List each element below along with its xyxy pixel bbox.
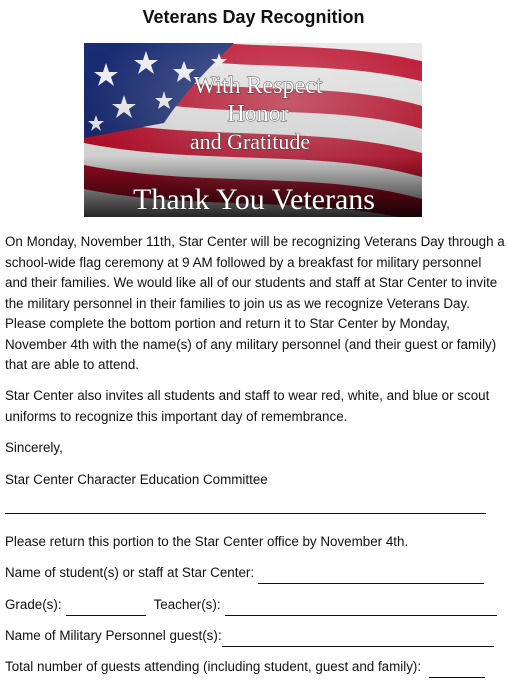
teacher-label: Teacher(s): bbox=[153, 597, 221, 612]
page-title: Veterans Day Recognition bbox=[142, 7, 365, 27]
veterans-banner-image bbox=[84, 43, 422, 217]
closing-text: Sincerely, bbox=[5, 440, 63, 455]
return-instructions: Please return this portion to the Star Center office by November 4th. bbox=[5, 534, 409, 549]
student-name-blank[interactable] bbox=[258, 568, 484, 584]
guest-name-label: Name of Military Personnel guest(s): bbox=[5, 628, 222, 643]
grade-label: Grade(s): bbox=[5, 597, 62, 612]
banner-line-4: Thank You Veterans bbox=[133, 183, 375, 216]
guest-name-blank[interactable] bbox=[222, 631, 494, 647]
guest-count-row bbox=[5, 657, 505, 678]
cut-line-divider bbox=[5, 513, 486, 514]
body-paragraph-1: On Monday, November 11th, Star Center will be recognizing Veterans Day through a school-wide flag ceremony at 9 AM followed by a breakfast for military personnel and their families. We would like all of our students and staff at Star Center to invite the military personnel in their families to join us as we recognize Veterans Day. Please complete the bottom portion and return it to Star Center by Monday, November 4th with the name(s) of any military personnel (and their guest or family) that are able to attend. bbox=[5, 234, 505, 372]
student-name-row bbox=[5, 563, 505, 584]
teacher-blank[interactable] bbox=[225, 600, 497, 616]
body-paragraph-2: Star Center also invites all students and staff to wear red, white, and blue or scout uniforms to recognize this important day of remembrance. bbox=[5, 388, 490, 424]
guest-count-blank[interactable] bbox=[429, 662, 485, 678]
guest-count-label: Total number of guests attending (including student, guest and family): bbox=[5, 659, 422, 674]
grade-teacher-row bbox=[5, 595, 505, 616]
grade-blank[interactable] bbox=[66, 600, 146, 616]
banner-line-3: and Gratitude bbox=[189, 129, 311, 154]
banner-line-2: Honor bbox=[227, 101, 289, 127]
guest-name-row bbox=[5, 626, 505, 647]
student-name-label: Name of student(s) or staff at Star Center: bbox=[5, 565, 255, 580]
signature-text: Star Center Character Education Committee bbox=[5, 472, 268, 487]
banner-line-1: With Respect bbox=[193, 73, 323, 99]
